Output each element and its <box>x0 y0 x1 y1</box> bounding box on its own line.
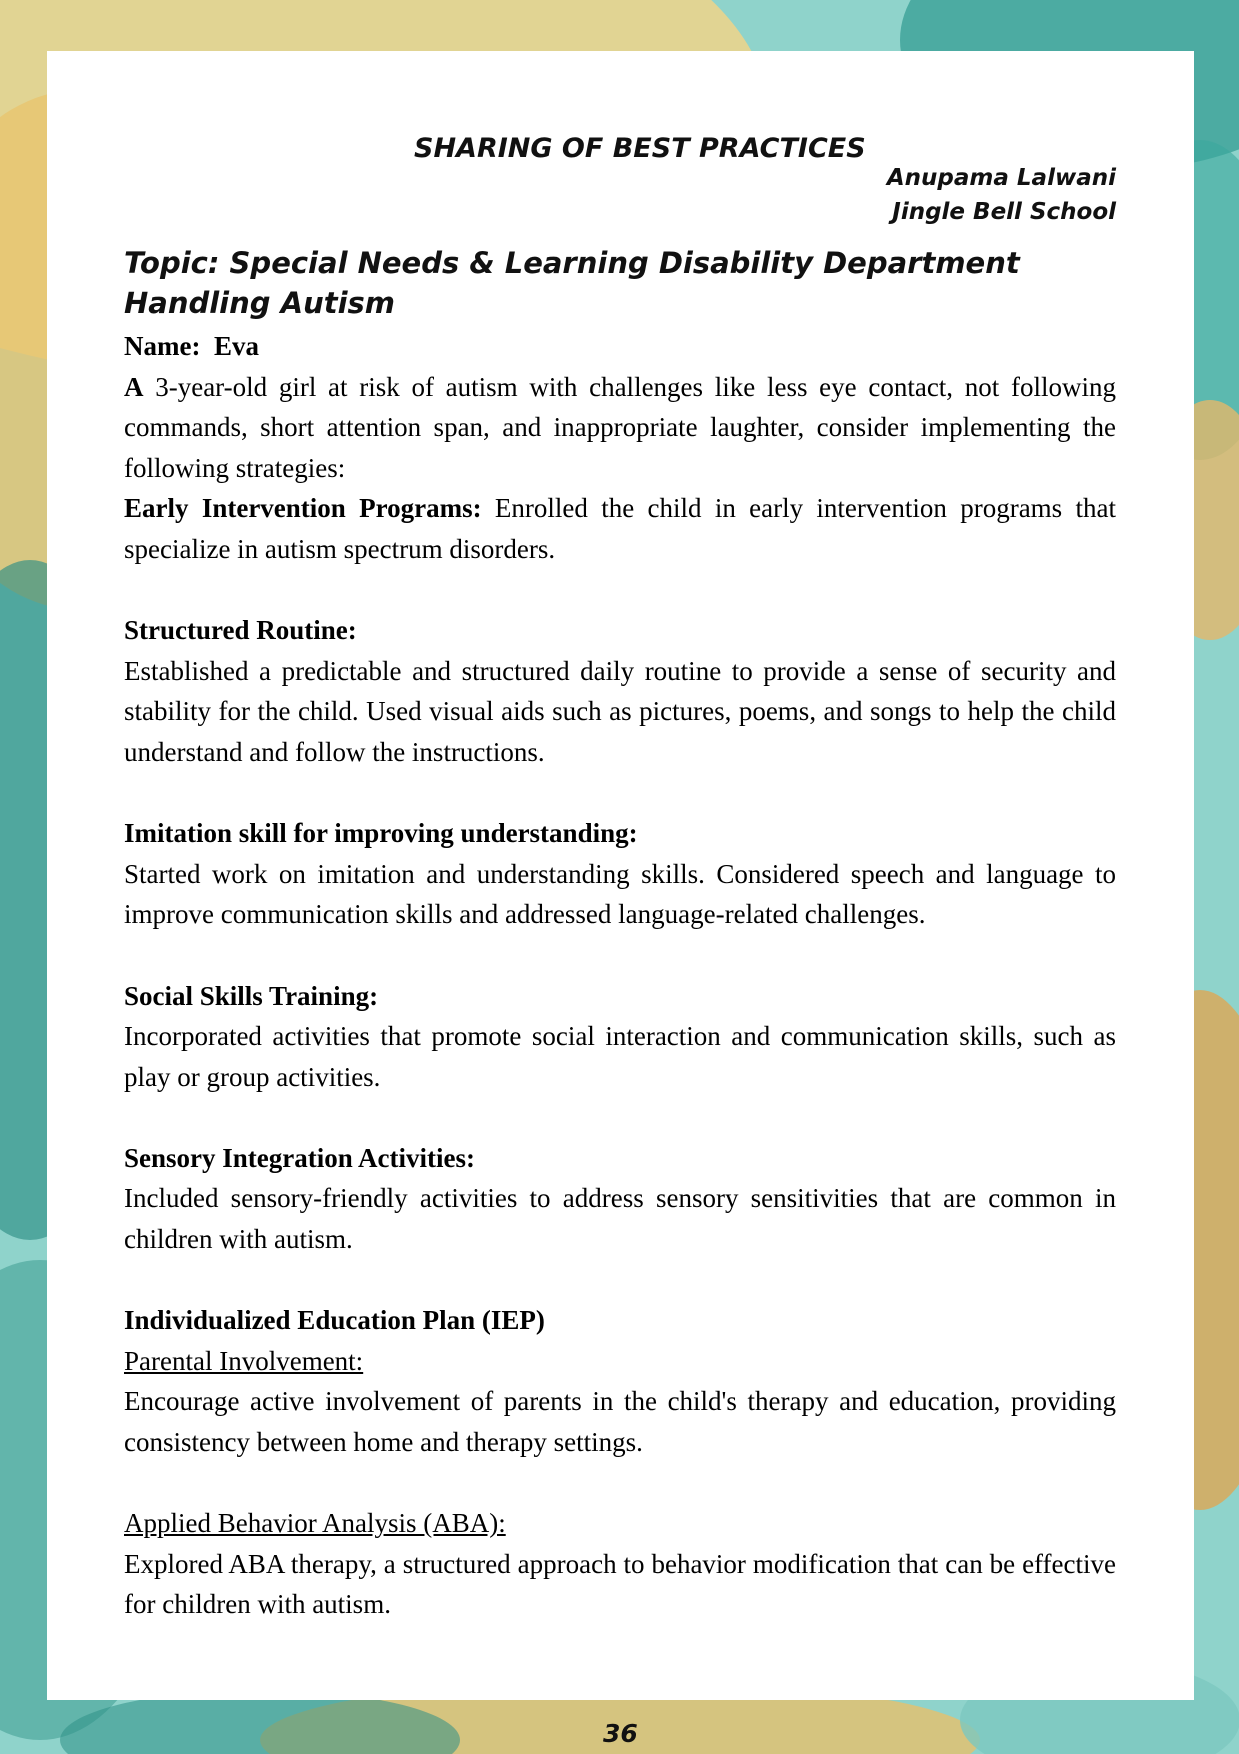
structured-routine-text: Established a predictable and structured daily routine to provide a sense of security and stability for the child. Used visual aids such as pictures, poems, and songs to help the child understand and follow the instructions. <box>124 655 1116 767</box>
sensory-heading <box>124 1138 1116 1179</box>
structured-routine-heading-text: Structured Routine: <box>124 615 357 646</box>
topic-heading: Topic: Special Needs & Learning Disability Department Handling Autism <box>124 246 1020 320</box>
parental-involvement-text: Encourage active involvement of parents in the child's therapy and education, providing consistency between home and therapy settings. <box>124 1386 1116 1458</box>
article-body <box>124 326 1116 1625</box>
sensory-text: Included sensory-friendly activities to address sensory sensitivities that are common in children with autism. <box>124 1183 1116 1255</box>
early-intervention-paragraph <box>124 488 1116 569</box>
parental-involvement-heading-text: Parental Involvement: <box>124 1345 364 1376</box>
aba-heading-text: Applied Behavior Analysis (ABA): <box>124 1508 506 1539</box>
parental-involvement-heading <box>124 1341 1116 1382</box>
name-value: Eva <box>213 331 259 361</box>
page-number: 36 <box>603 1719 638 1748</box>
aba-heading <box>124 1503 1116 1544</box>
imitation-heading <box>124 813 1116 854</box>
name-label: Name: <box>124 331 201 361</box>
iep-heading-text: Individualized Education Plan (IEP) <box>124 1305 545 1336</box>
iep-heading <box>124 1300 1116 1341</box>
early-intervention-text: Enrolled the child in early intervention programs that specialize in autism spectrum disorders. <box>124 493 1116 564</box>
social-skills-text: Incorporated activities that promote social interaction and communication skills, such as play or group activities. <box>124 1021 1116 1092</box>
social-skills-heading-text: Social Skills Training: <box>124 980 379 1011</box>
intro-lead: A <box>124 371 144 402</box>
intro-text: 3-year-old girl at risk of autism with challenges like less eye contact, not following commands, short attention span, and inappropriate laughter, consider implementing the following strategies: <box>124 371 1116 483</box>
page-title: SHARING OF BEST PRACTICES <box>414 133 866 164</box>
imitation-text: Started work on imitation and understanding skills. Considered speech and language to improve communication skills and addressed language-related challenges. <box>124 858 1116 930</box>
social-skills-heading <box>124 976 1116 1017</box>
aba-text: Explored ABA therapy, a structured approach to behavior modification that can be effective for children with autism. <box>124 1548 1116 1620</box>
sensory-heading-text: Sensory Integration Activities: <box>124 1142 475 1173</box>
author-name: Anupama Lalwani <box>886 165 1116 191</box>
school-name: Jingle Bell School <box>892 199 1116 225</box>
name-line <box>124 326 1116 367</box>
early-intervention-heading: Early Intervention Programs: <box>124 493 482 524</box>
structured-routine-heading <box>124 610 1116 651</box>
imitation-heading-text: Imitation skill for improving understanding: <box>124 818 638 849</box>
intro-paragraph <box>124 367 1116 489</box>
